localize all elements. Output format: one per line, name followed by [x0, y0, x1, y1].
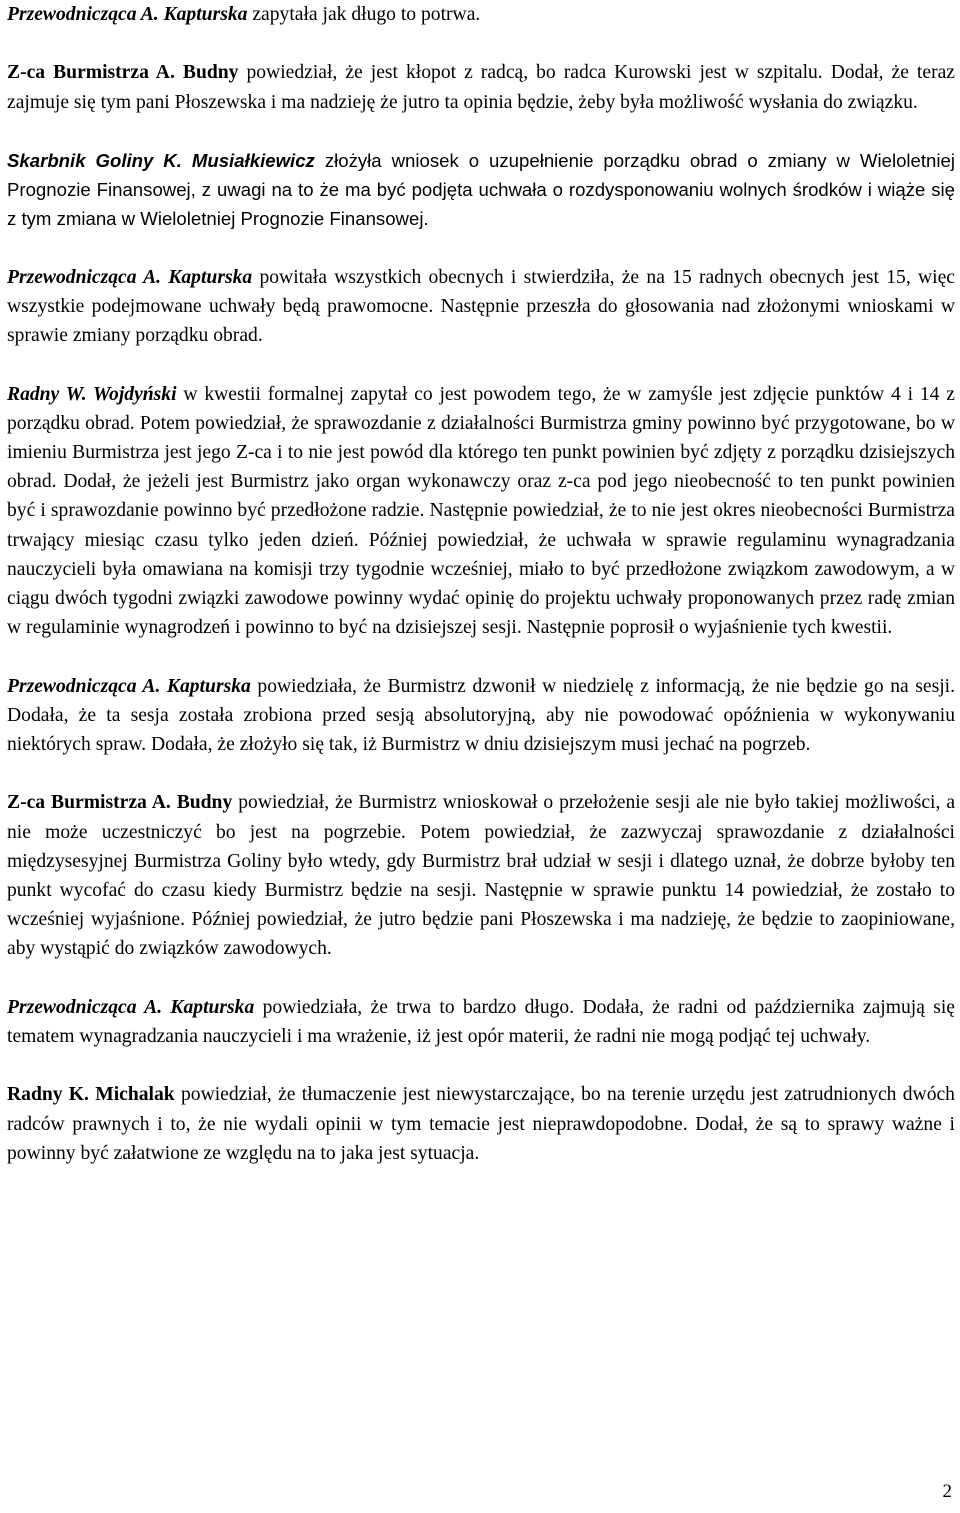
- speaker-name: Z-ca Burmistrza A. Budny: [7, 62, 239, 84]
- paragraph-text: powiedziała, że trwa to bardzo długo. Dodała, że radni od października zajmują się tematem wynagradzania nauczycieli i ma wrażenie, iż jest opór materii, że radni nie mogą podjąć tej uchwały.: [7, 996, 956, 1047]
- speaker-name: Przewodnicząca A. Kapturska: [7, 266, 253, 288]
- speaker-name: Przewodnicząca A. Kapturska: [7, 996, 255, 1018]
- paragraph-text: w kwestii formalnej zapytał co jest powodem tego, że w zamyśle jest zdjęcie punktów 4 i 14 z porządku obrad. Potem powiedział, że sprawozdanie z działalności Burmistrza gminy powinno być przygotowane, bo w imieniu Burmistrza jest jego Z-ca i to nie jest powód dla którego ten punkt powinien być zdjęty z porządku dzisiejszych obrad. Dodał, że jeżeli jest Burmistrz jako organ wykonawczy oraz z-ca pod jego nieobecność to ten punkt powinien być i sprawozdanie powinno być przedłożone radzie. Następnie powiedział, że to nie jest okres nieobecności Burmistrza trwający miesiąc czasu tylko jeden dzień. Później powiedział, że uchwała w sprawie regulaminu wynagradzania nauczycieli była omawiana na komisji trzy tygodnie wcześniej, miało to być przedłożone związkom zawodowym, a w ciągu dwóch tygodni związki zawodowe powinny wydać opinię do projektu uchwały proponowanych przez radę zmian w regulaminie wynagrodzeń i powinno to być na dzisiejszej sesji. Następnie poprosił o wyjaśnienie tych kwestii.: [7, 383, 955, 639]
- paragraph-budny-2: [7, 788, 955, 963]
- paragraph-text: zapytała jak długo to potrwa.: [252, 4, 481, 25]
- speaker-name: Skarbnik Goliny K. Musiałkiewicz: [7, 149, 315, 171]
- speaker-name: Przewodnicząca A. Kapturska: [7, 675, 251, 697]
- paragraph-text: powiedział, że tłumaczenie jest niewystarczające, bo na terenie urzędu jest zatrudnionych dwóch radców prawnych i to, że nie wydali opinii w tym temacie jest nieprawdopodobne. Dodał, że są to sprawy ważne i powinny być załatwione ze względu na to jaka jest sytuacja.: [7, 1084, 955, 1164]
- document-page: [7, 0, 955, 1197]
- paragraph-kapturska-3: [7, 672, 955, 760]
- speaker-name: Z-ca Burmistrza A. Budny: [7, 792, 233, 814]
- page-number: 2: [942, 1481, 952, 1502]
- paragraph-wojdynski: [7, 380, 955, 643]
- paragraph-text: powiedział, że jest kłopot z radcą, bo radca Kurowski jest w szpitalu. Dodał, że teraz zajmuje się tym pani Płoszewska i ma nadzieję że jutro ta opinia będzie, żeby była możliwość wysłania do związku.: [7, 62, 955, 113]
- speaker-name: Przewodnicząca A. Kapturska: [7, 4, 248, 25]
- paragraph-text: złożyła wniosek o uzupełnienie porządku obrad o zmiany w Wieloletniej Prognozie Finansowej, z uwagi na to że ma być podjęta uchwała o rozdysponowaniu wolnych środków i wiąże się z tym zmiana w Wieloletniej Prognozie Finansowej.: [7, 149, 955, 230]
- paragraph-musialkiewicz: [7, 146, 955, 234]
- speaker-name: Radny W. Wojdyński: [7, 383, 177, 405]
- paragraph-michalak: [7, 1080, 955, 1168]
- paragraph-budny-1: [7, 58, 955, 116]
- speaker-name: Radny K. Michalak: [7, 1084, 175, 1106]
- paragraph-kapturska-1: [7, 0, 955, 29]
- paragraph-text: powiedział, że Burmistrz wnioskował o przełożenie sesji ale nie było takiej możliwości, a nie może uczestniczyć bo jest na pogrzebie. Potem powiedział, że zazwyczaj sprawozdanie z działalności międzysesyjnej Burmistrza Goliny było wtedy, gdy Burmistrz brał udział w sesji i dlatego uznał, że dobrze byłoby ten punkt wycofać do czasu kiedy Burmistrz będzie na sesji. Następnie w sprawie punktu 14 powiedział, że zostało to wcześniej wyjaśnione. Później powiedział, że jutro będzie pani Płoszewska i ma nadzieję, że będzie to zaopiniowane, aby wystąpić do związków zawodowych.: [7, 792, 956, 960]
- paragraph-kapturska-2: [7, 263, 955, 351]
- paragraph-kapturska-4: [7, 993, 955, 1051]
- paragraph-text: powiedziała, że Burmistrz dzwonił w niedzielę z informacją, że nie będzie go na sesji. Dodała, że ta sesja została zrobiona przed sesją absolutoryjną, aby nie powodować opóźnienia w wykonywaniu niektórych spraw. Dodała, że złożyło się tak, iż Burmistrz w dniu dzisiejszym musi jechać na pogrzeb.: [7, 675, 956, 755]
- paragraph-text: powitała wszystkich obecnych i stwierdziła, że na 15 radnych obecnych jest 15, więc wszystkie podejmowane uchwały będą prawomocne. Następnie przeszła do głosowania nad złożonymi wnioskami w sprawie zmiany porządku obrad.: [7, 266, 955, 347]
